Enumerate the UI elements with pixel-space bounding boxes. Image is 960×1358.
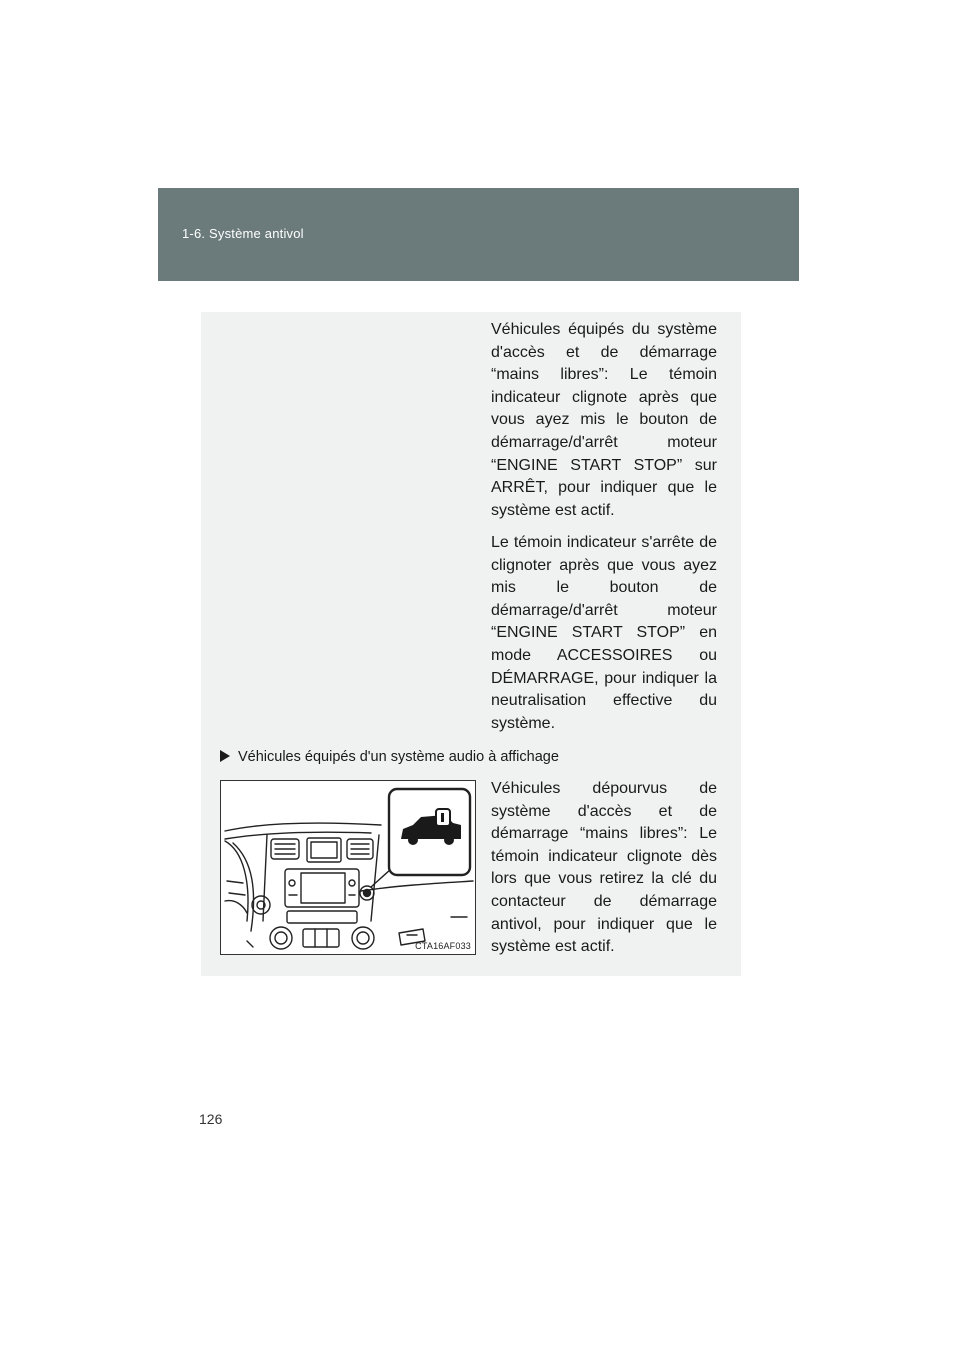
dashboard-drawing [221, 781, 475, 954]
paragraph-smart-key-off: Véhicules équipés du système d'accès et de démarrage “mains libres”: Le témoin indicateur clignote après que vous ayez mis le bouton de démarrage/d'arrêt moteur “ENGINE START STOP” sur ARRÊT, pour indiquer que le système est actif. [491, 321, 717, 519]
bullet-heading-text: Véhicules équipés d'un système audio à affichage [238, 749, 559, 765]
section-title: 1-6. Système antivol [182, 226, 304, 241]
section-header-band [158, 188, 799, 281]
triangle-bullet-icon [220, 750, 230, 762]
paragraph-smart-key-on: Le témoin indicateur s'arrête de clignoter après que vous ayez mis le bouton de démarrage/d'arrêt moteur “ENGINE START STOP” en mode ACCESSOIRES ou DÉMARRAGE, pour indiquer la neutralisation effective du système. [491, 534, 717, 732]
content-box [201, 312, 741, 976]
paragraph-no-smart-key: Véhicules dépourvus de système d'accès et de démarrage “mains libres”: Le témoin indicateur clignote dès lors que vous retirez la clé du contacteur de démarrage antivol, pour indiquer que le système est actif. [491, 780, 717, 956]
dashboard-illustration [220, 780, 476, 955]
bullet-heading [220, 747, 559, 767]
figure-code: CTA16AF033 [415, 941, 471, 951]
page-number: 126 [199, 1111, 223, 1127]
